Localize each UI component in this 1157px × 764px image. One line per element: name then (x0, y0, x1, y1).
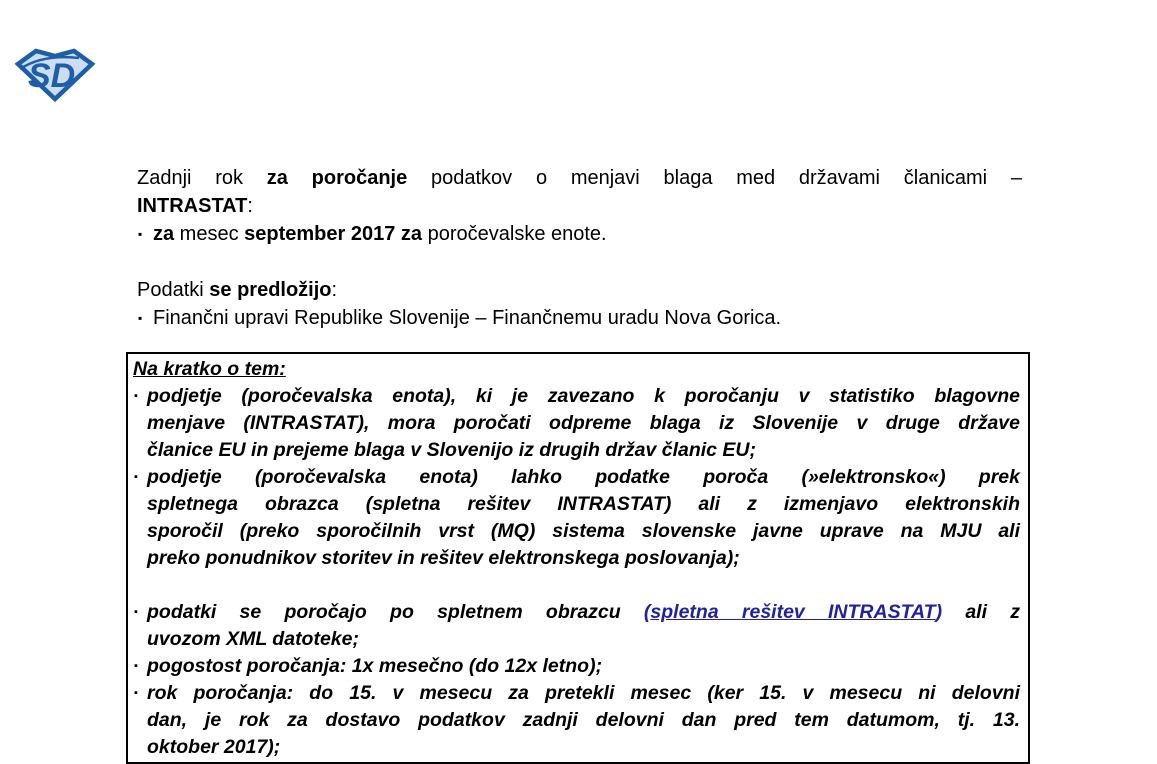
text-line (133, 356, 1020, 383)
text-line (147, 626, 1020, 653)
text-segment: za (400, 223, 423, 245)
text-segment: menjave (INTRASTAT), mora poročati odpreme blaga iz Slovenije v druge države (147, 412, 1020, 434)
text-segment: INTRASTAT (137, 195, 248, 217)
text-line (147, 653, 1020, 680)
text-segment: Finančni upravi Republike Slovenije – Finančnemu uradu Nova Gorica. (153, 307, 782, 329)
text-line (137, 276, 1022, 304)
text-segment: Na kratko o tem: (133, 358, 286, 380)
text-segment: ( (643, 601, 651, 623)
text-segment: pogostost poročanja: 1x mesečno (do 12x letno); (147, 655, 603, 677)
text-segment: se predložijo (209, 279, 332, 301)
text-line (147, 599, 1020, 626)
text-line (147, 707, 1020, 734)
text-segment: mesec (174, 223, 245, 245)
text-line (147, 491, 1020, 518)
intro-list-2 (137, 304, 1022, 332)
text-segment: spletnega obrazca (spletna rešitev INTRASTAT) ali z izmenjavo elektronskih (147, 493, 1020, 515)
text-segment: za poročanje (266, 167, 408, 189)
text-segment: Zadnji rok (137, 167, 267, 189)
text-segment: preko ponudnikov storitev in rešitev elektronskega poslovanja); (147, 547, 740, 569)
text-line (147, 383, 1020, 410)
logo-letters: SD (28, 57, 76, 95)
list-item-text (153, 304, 1022, 332)
text-segment: sporočil (preko sporočilnih vrst (MQ) sistema slovenske javne uprave na MJU ali (147, 520, 1020, 542)
box-heading (133, 356, 1020, 383)
text-segment: uvozom XML datoteke; (147, 628, 359, 650)
text-line (137, 164, 1022, 192)
company-logo (13, 45, 97, 103)
submit-paragraph (137, 276, 1022, 304)
text-line (147, 518, 1020, 545)
text-line (147, 437, 1020, 464)
list-item-text (147, 680, 1020, 761)
intro-list-1 (137, 220, 1022, 248)
list-item-text (153, 220, 1022, 248)
text-segment: september 2017 (244, 223, 396, 245)
list-item (133, 383, 1020, 464)
square-bullet-icon: ▪ (134, 660, 138, 672)
text-segment: ) (935, 601, 943, 623)
text-segment: podjetje (poročevalska enota), ki je zavezano k poročanju v statistiko blagovne (147, 385, 1020, 407)
square-bullet-icon: ▪ (134, 471, 138, 483)
text-line (153, 220, 1022, 248)
text-line (137, 192, 1022, 220)
square-bullet-icon: ▪ (134, 390, 138, 402)
text-segment: članice EU in prejeme blaga v Slovenijo iz drugih držav članic EU; (147, 439, 757, 461)
list-item-text (147, 383, 1020, 464)
square-bullet-icon: ▪ (134, 606, 138, 618)
square-bullet-icon: ▪ (138, 227, 143, 241)
intro-paragraph (137, 164, 1022, 220)
document-body (137, 164, 1022, 332)
list-item (133, 653, 1020, 680)
text-segment: za (153, 223, 175, 245)
text-segment: rok poročanja: do 15. v mesecu za pretekli mesec (ker 15. v mesecu ni delovni (147, 682, 1020, 704)
text-segment: dan, je rok za dostavo podatkov zadnji delovni dan pred tem datumom, tj. 13. (147, 709, 1020, 731)
text-segment: Podatki (137, 279, 210, 301)
text-segment: podjetje (poročevalska enota) lahko podatke poroča (»elektronsko«) prek (147, 466, 1020, 488)
text-segment: poročevalske enote. (422, 223, 607, 245)
list-item (137, 220, 1022, 248)
list-item (137, 304, 1022, 332)
text-line (147, 464, 1020, 491)
text-line (147, 410, 1020, 437)
text-line (147, 734, 1020, 761)
text-line (147, 545, 1020, 572)
text-segment: : (331, 279, 338, 301)
text-line (147, 680, 1020, 707)
list-item (133, 599, 1020, 653)
text-segment: ali z (942, 601, 1020, 623)
list-item-text (147, 653, 1020, 680)
square-bullet-icon: ▪ (134, 687, 138, 699)
text-segment: podatki se poročajo po spletnem obrazcu (147, 601, 644, 623)
text-segment: : (247, 195, 253, 217)
list-item-text (147, 599, 1020, 653)
list-item-text (147, 464, 1020, 572)
text-segment: podatkov o menjavi blaga med državami članicami – (407, 167, 1022, 189)
info-box (126, 352, 1030, 764)
square-bullet-icon: ▪ (138, 311, 143, 325)
intrastat-web-link[interactable]: spletna rešitev INTRASTAT (650, 601, 936, 623)
text-line (153, 304, 1022, 332)
list-item (133, 464, 1020, 572)
box-list (133, 383, 1020, 761)
text-segment: oktober 2017); (147, 736, 281, 758)
blank-line (137, 248, 1022, 276)
list-item (133, 680, 1020, 761)
